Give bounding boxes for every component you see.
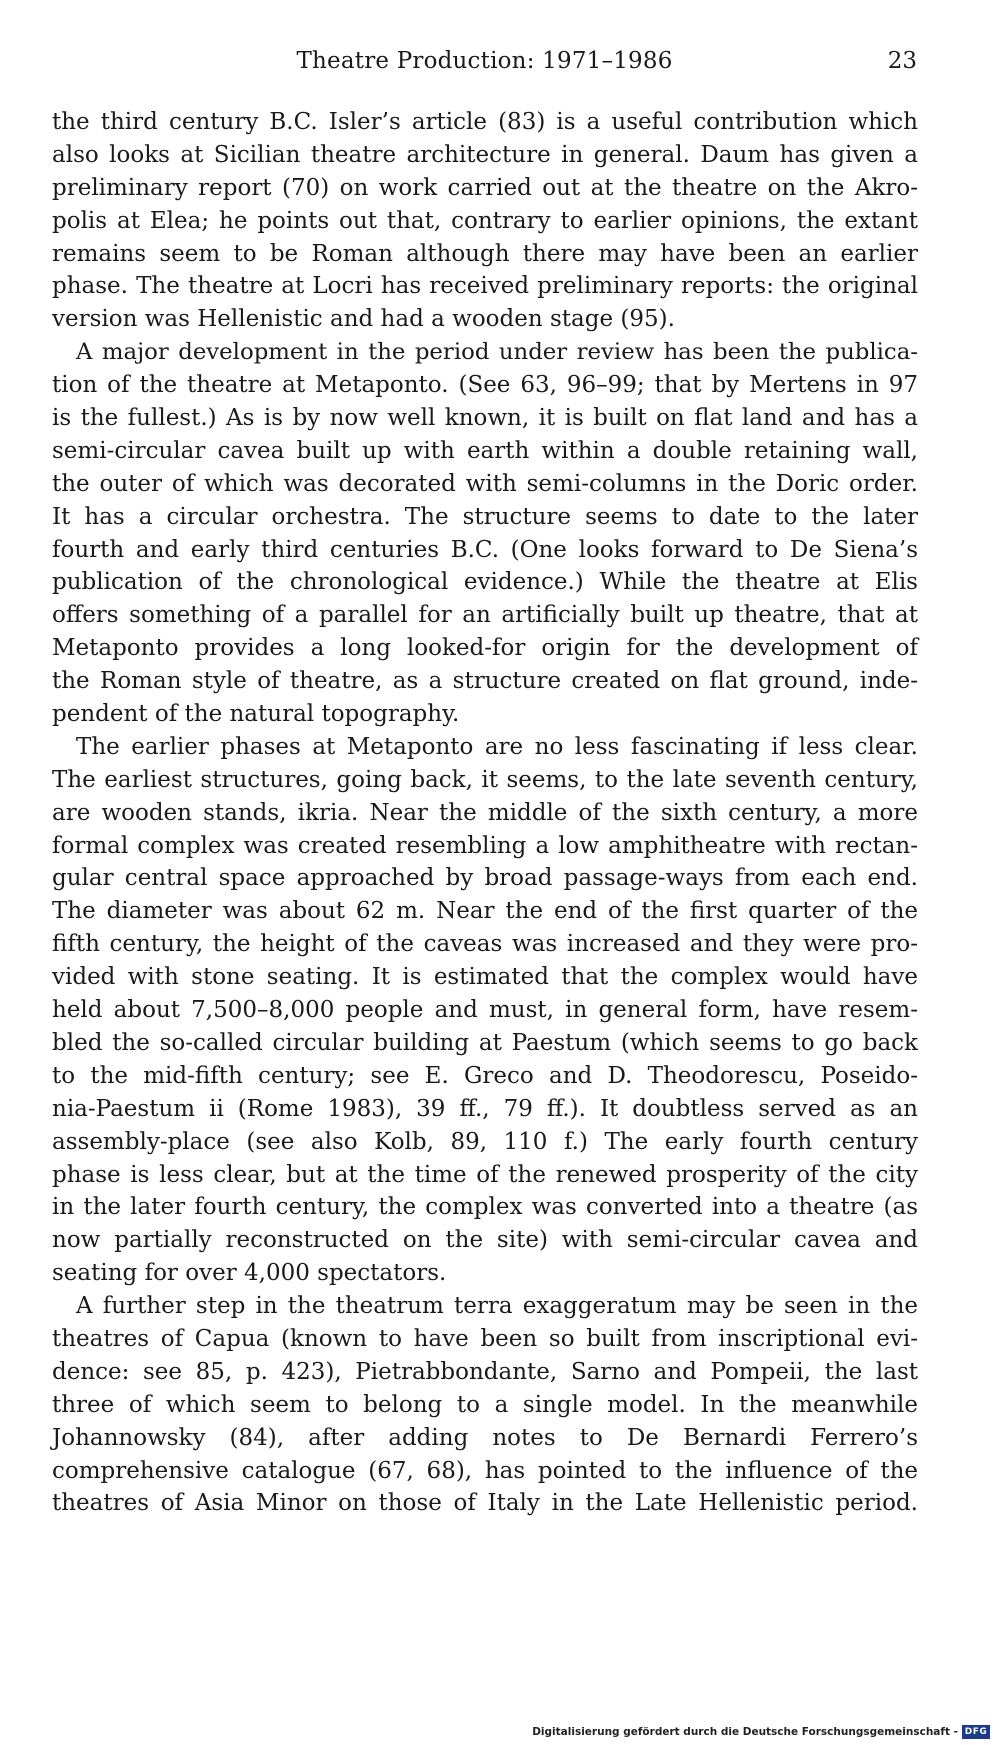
running-head [52, 48, 917, 84]
text-line: version was Hellenistic and had a wooden stage (95). [52, 306, 675, 333]
text-line: in the later fourth century, the complex was converted into a theatre (as [52, 1194, 918, 1221]
text-line: comprehensive catalogue (67, 68), has pointed to the influence of the [52, 1457, 918, 1484]
paragraph-1 [52, 106, 918, 336]
text-line: theatres of Asia Minor on those of Italy in the Late Hellenistic period. [52, 1490, 918, 1517]
text-line: phase. The theatre at Locri has received preliminary reports: the original [52, 273, 918, 300]
body-text [52, 106, 918, 1520]
paragraph-4 [52, 1290, 918, 1520]
text-line: publication of the chronological evidence.) While the theatre at Elis [52, 569, 918, 596]
dfg-logo: DFG [962, 1725, 990, 1739]
text-line: the third century B.C. Isler’s article (83) is a useful contribution which [52, 109, 918, 135]
text-line: A major development in the period under review has been the publica- [76, 339, 918, 366]
text-line: also looks at Sicilian theatre architecture in general. Daum has given a [52, 141, 918, 168]
text-line: polis at Elea; he points out that, contrary to earlier opinions, the extant [52, 207, 918, 234]
text-line: nia-Paestum ii (Rome 1983), 39 ff., 79 ff.). It doubtless served as an [52, 1095, 918, 1122]
text-line: The diameter was about 62 m. Near the end of the first quarter of the [52, 898, 918, 925]
text-line: fourth and early third centuries B.C. (One looks forward to De Siena’s [52, 536, 918, 563]
text-line: Johannowsky (84), after adding notes to De Bernardi Ferrero’s [52, 1424, 918, 1451]
digitization-credit [532, 1725, 990, 1739]
text-line: are wooden stands, ikria. Near the middle of the sixth century, a more [52, 799, 918, 826]
text-line: theatres of Capua (known to have been so built from inscriptional evi- [52, 1325, 918, 1352]
text-line: Metaponto provides a long looked-for origin for the development of [52, 635, 918, 662]
text-line: the outer of which was decorated with semi-columns in the Doric order. [52, 470, 918, 497]
text-line: fifth century, the height of the caveas was increased and they were pro- [52, 931, 918, 958]
text-line: phase is less clear, but at the time of the renewed prosperity of the city [52, 1161, 918, 1188]
text-line: remains seem to be Roman although there may have been an earlier [52, 240, 918, 267]
text-line: dence: see 85, p. 423), Pietrabbondante, Sarno and Pompeii, the last [52, 1358, 918, 1385]
text-line: tion of the theatre at Metaponto. (See 63, 96–99; that by Mertens in 97 [52, 372, 918, 399]
text-line: assembly-place (see also Kolb, 89, 110 f.) The early fourth century [52, 1128, 918, 1155]
text-line: formal complex was created resembling a low amphitheatre with rectan- [52, 832, 918, 859]
running-title: Theatre Production: 1971–1986 [296, 48, 673, 74]
text-line: A further step in the theatrum terra exaggeratum may be seen in the [76, 1293, 918, 1320]
text-line: semi-circular cavea built up with earth within a double retaining wall, [52, 437, 918, 464]
paragraph-3 [52, 731, 918, 1290]
paragraph-2 [52, 336, 918, 731]
text-line: bled the so-called circular building at Paestum (which seems to go back [52, 1029, 918, 1056]
text-line: three of which seem to belong to a single model. In the meanwhile [52, 1391, 918, 1418]
credit-text: Digitalisierung gefördert durch die Deutsche Forschungsgemeinschaft - [532, 1726, 958, 1738]
text-line: offers something of a parallel for an artificially built up theatre, that at [52, 602, 918, 629]
text-line: The earlier phases at Metaponto are no less fascinating if less clear. [76, 733, 918, 760]
text-line: held about 7,500–8,000 people and must, in general form, have resem- [52, 997, 918, 1024]
text-line: is the fullest.) As is by now well known, it is built on flat land and has a [52, 405, 918, 432]
page-number: 23 [887, 48, 917, 74]
text-line: to the mid-fifth century; see E. Greco and D. Theodorescu, Poseido- [52, 1062, 918, 1089]
text-line: the Roman style of theatre, as a structure created on flat ground, inde- [52, 668, 918, 695]
text-line: vided with stone seating. It is estimated that the complex would have [52, 964, 918, 991]
text-line: seating for over 4,000 spectators. [52, 1260, 447, 1287]
text-line: The earliest structures, going back, it seems, to the late seventh century, [52, 766, 918, 793]
text-line: It has a circular orchestra. The structure seems to date to the later [52, 503, 918, 530]
text-line: now partially reconstructed on the site) with semi-circular cavea and [52, 1227, 918, 1254]
text-line: preliminary report (70) on work carried out at the theatre on the Akro- [52, 174, 918, 201]
text-line: pendent of the natural topography. [52, 701, 460, 728]
text-line: gular central space approached by broad passage-ways from each end. [52, 865, 918, 892]
